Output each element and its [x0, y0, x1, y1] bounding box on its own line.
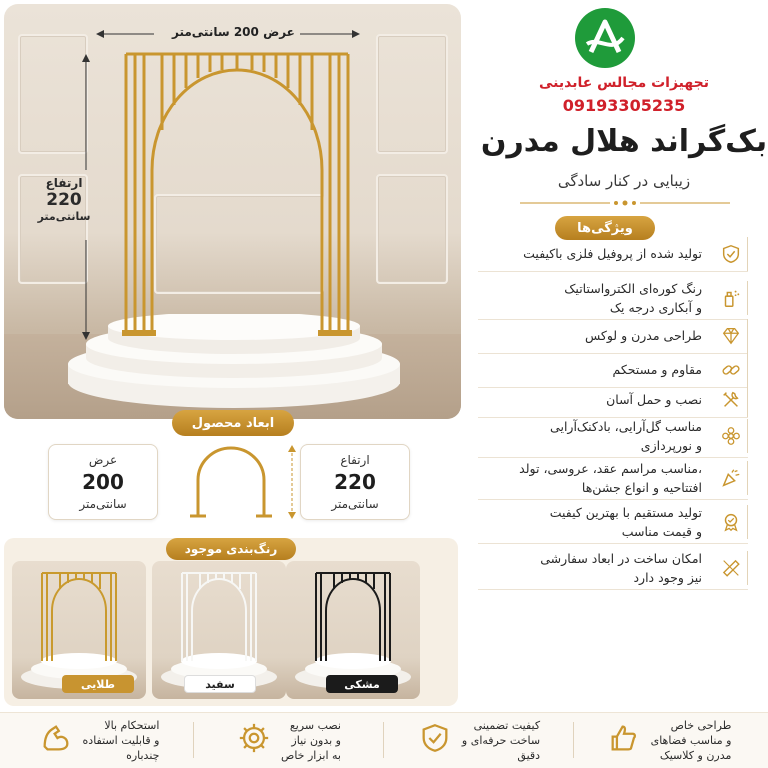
feature-icon	[714, 419, 748, 453]
feature-line: نصب و حمل آسان	[606, 392, 702, 407]
benefit-divider	[193, 722, 194, 758]
product-photo	[4, 4, 461, 419]
feature-text	[494, 326, 714, 345]
benefit-icon	[237, 721, 271, 759]
benefit-line: طراحی خاص	[670, 718, 732, 732]
feature-icon	[714, 461, 748, 495]
benefit-line: کیفیت تضمینی	[473, 718, 541, 732]
benefit-text	[462, 718, 540, 763]
product-title: بک‌گراند هلال مدرن	[480, 124, 768, 159]
feature-line: نیز وجود دارد	[633, 569, 702, 585]
feature-line: تولید مستقیم با بهترین کیفیت	[549, 504, 702, 520]
benefit-text	[83, 718, 160, 763]
gold-arch-frame	[122, 50, 352, 340]
feature-icon	[714, 319, 748, 353]
feature-text	[494, 503, 714, 541]
benefit-line: مدرن و کلاسیک	[659, 748, 732, 762]
feature-line: امکان ساخت در ابعاد سفارشی	[540, 550, 702, 566]
feature-line: تولید شده از پروفیل فلزی باکیفیت	[523, 246, 702, 261]
feature-line: مقاوم و مستحکم	[612, 362, 702, 377]
feature-text	[494, 549, 714, 587]
wall-panel	[376, 34, 448, 154]
dimensions-heading: ابعاد محصول	[172, 410, 294, 436]
shield-check-icon	[720, 243, 742, 265]
product-subtitle: زیبایی در کنار سادگی	[557, 172, 691, 190]
benefit-line: چندباره	[126, 748, 160, 762]
feature-icon	[714, 551, 748, 585]
feature-text	[494, 279, 714, 317]
quality-badge-icon	[720, 511, 742, 533]
benefit-text	[281, 718, 341, 763]
benefit-divider	[573, 722, 574, 758]
feature-icon	[714, 237, 748, 271]
party-popper-icon	[720, 467, 742, 489]
variant-label: مشکی	[326, 675, 398, 693]
arch-outline-icon	[186, 444, 276, 522]
color-variant-card[interactable]	[286, 561, 420, 699]
feature-icon	[714, 383, 748, 417]
feature-line: مناسب گل‌آرایی، بادکنک‌آرایی	[550, 418, 702, 434]
features-heading: ویژگی‌ها	[555, 216, 655, 240]
feature-line: افتتاحیه و انواع جشن‌ها	[581, 479, 702, 495]
benefit-item	[196, 714, 382, 766]
thumbs-up-icon	[607, 721, 641, 755]
width-dimension-box: عرض 200 سانتی‌متر	[48, 444, 158, 520]
wall-panel	[376, 174, 448, 284]
ruler-pencil-icon	[720, 557, 742, 579]
feature-line: و قیمت مناسب	[621, 523, 702, 539]
feature-text	[494, 390, 714, 409]
feature-line: و نورپردازی	[640, 437, 702, 453]
variant-label: سفید	[184, 675, 256, 693]
benefit-line: نصب سریع	[289, 718, 341, 732]
benefit-line: ساخت حرفه‌ای و	[461, 733, 541, 747]
brand-logo	[575, 8, 635, 68]
benefit-line: و مناسب فضاهای	[650, 733, 732, 747]
diamond-icon	[720, 325, 742, 347]
benefit-icon	[39, 721, 73, 759]
chain-link-icon	[720, 359, 742, 381]
benefit-line: و بدون نیاز	[291, 733, 341, 747]
gear-icon	[237, 721, 271, 755]
benefit-line: دقیق	[517, 748, 541, 762]
benefit-line: به ابزار خاص	[281, 748, 341, 762]
feature-line: مناسب مراسم عقد، عروسی، تولد،	[519, 460, 702, 476]
feature-text	[494, 417, 714, 455]
color-variant-card[interactable]	[12, 561, 146, 699]
height-label: ارتفاع 220 سانتی‌متر	[37, 176, 91, 223]
feature-item	[478, 318, 748, 354]
feature-item	[478, 382, 748, 418]
brand-phone[interactable]: 09193305235	[562, 96, 686, 115]
feature-line: و آبکاری درجه یک	[609, 299, 702, 315]
feature-text	[494, 244, 714, 263]
flower-icon	[720, 425, 742, 447]
benefit-line: استحکام بالا	[104, 718, 160, 732]
benefit-line: و قابلیت استفاده	[82, 733, 160, 747]
benefit-item	[386, 714, 572, 766]
feature-text	[494, 459, 714, 497]
feature-item	[478, 546, 748, 590]
width-label: عرض 200 سانتی‌متر	[172, 25, 295, 39]
feature-line: طراحی مدرن و لوکس	[584, 328, 702, 343]
benefit-item	[576, 714, 762, 766]
benefit-icon	[607, 721, 641, 759]
shield-check-icon	[418, 721, 452, 755]
feature-line: رنگ کوره‌ای الکترواستاتیک	[564, 280, 702, 296]
feature-text	[494, 360, 714, 379]
feature-item	[478, 456, 748, 500]
brand-name: تجهیزات مجالس عابدینی	[539, 75, 709, 91]
benefit-item	[6, 714, 192, 766]
spray-paint-icon	[720, 287, 742, 309]
tools-icon	[720, 389, 742, 411]
strong-arm-icon	[39, 721, 73, 755]
gold-divider	[520, 198, 730, 208]
benefit-icon	[418, 721, 452, 759]
height-dimension-box: ارتفاع 220 سانتی‌متر	[300, 444, 410, 520]
brand-logo-icon	[575, 8, 635, 68]
feature-item	[478, 236, 748, 272]
colors-heading: رنگ‌بندی موجود	[166, 538, 296, 560]
feature-icon	[714, 281, 748, 315]
height-dimension-arrow	[284, 444, 300, 520]
color-variant-card[interactable]	[152, 561, 286, 699]
feature-icon	[714, 505, 748, 539]
variant-label: طلایی	[62, 675, 134, 693]
benefit-divider	[383, 722, 384, 758]
feature-item	[478, 414, 748, 458]
feature-item	[478, 276, 748, 320]
benefit-text	[651, 718, 732, 763]
feature-item	[478, 500, 748, 544]
